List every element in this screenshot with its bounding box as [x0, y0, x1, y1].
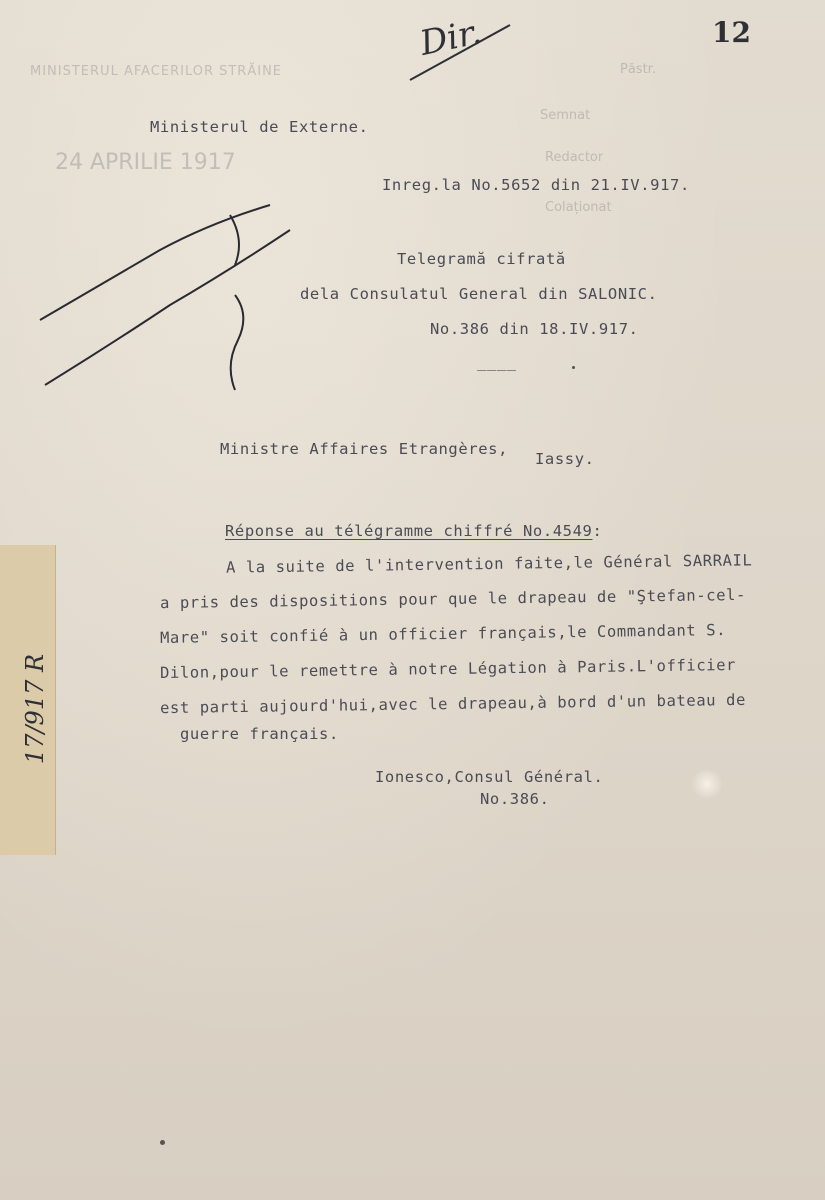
telegram-title: Telegramă cifrată	[397, 250, 566, 268]
bleed-through-field-4: Colaționat	[545, 200, 612, 215]
subject-colon: :	[592, 522, 603, 540]
archive-strip-label: 17/917 R	[21, 653, 50, 765]
body-line-6: guerre français.	[180, 725, 339, 743]
body-line-4: Dilon,pour le remettre à notre Légation à Paris.L'officier	[159, 655, 737, 683]
ink-dot-small	[572, 366, 575, 369]
bleed-through-stamp: MINISTERUL AFACERILOR STRĂINE	[30, 64, 283, 79]
body-line-1: A la suite de l'intervention faite,le Général SARRAIL	[225, 551, 753, 577]
signature-number: No.386.	[480, 790, 550, 808]
page-number: 12	[712, 16, 751, 49]
handwritten-dir: Dir.	[416, 12, 485, 64]
bleed-through-field-2: Semnat	[540, 108, 591, 123]
recipient-line: Ministre Affaires Etrangères,	[220, 440, 509, 458]
handwritten-annotation	[20, 195, 320, 405]
archive-strip	[0, 545, 56, 855]
recipient-city: Iassy.	[535, 450, 595, 468]
bleed-through-field-3: Redactor	[545, 150, 604, 165]
telegram-number: No.386 din 18.IV.917.	[430, 320, 639, 338]
subject-text: Réponse au télégramme chiffré No.4549	[225, 522, 593, 540]
registration-line: Inreg.la No.5652 din 21.IV.917.	[382, 176, 690, 194]
bleed-through-field-1: Păstr.	[620, 62, 656, 77]
ministry-name: Ministerul de Externe.	[150, 118, 369, 136]
signature-name: Ionesco,Consul Général.	[375, 768, 604, 786]
separator-line: ____	[477, 353, 517, 371]
bleed-through-date: 24 APRILIE 1917	[55, 150, 236, 175]
ink-dot	[160, 1140, 165, 1145]
body-line-3: Mare" soit confié à un officier français,le Commandant S.	[159, 621, 727, 647]
consulate-line: dela Consulatul General din SALONIC.	[300, 285, 658, 303]
paper-stain	[690, 770, 724, 798]
subject-line	[225, 522, 602, 540]
handwritten-underline	[405, 20, 515, 85]
body-line-2: a pris des dispositions pour que le drapeau de "Ştefan-cel-	[159, 585, 747, 613]
body-line-5: est parti aujourd'hui,avec le drapeau,à bord d'un bateau de	[159, 690, 747, 718]
